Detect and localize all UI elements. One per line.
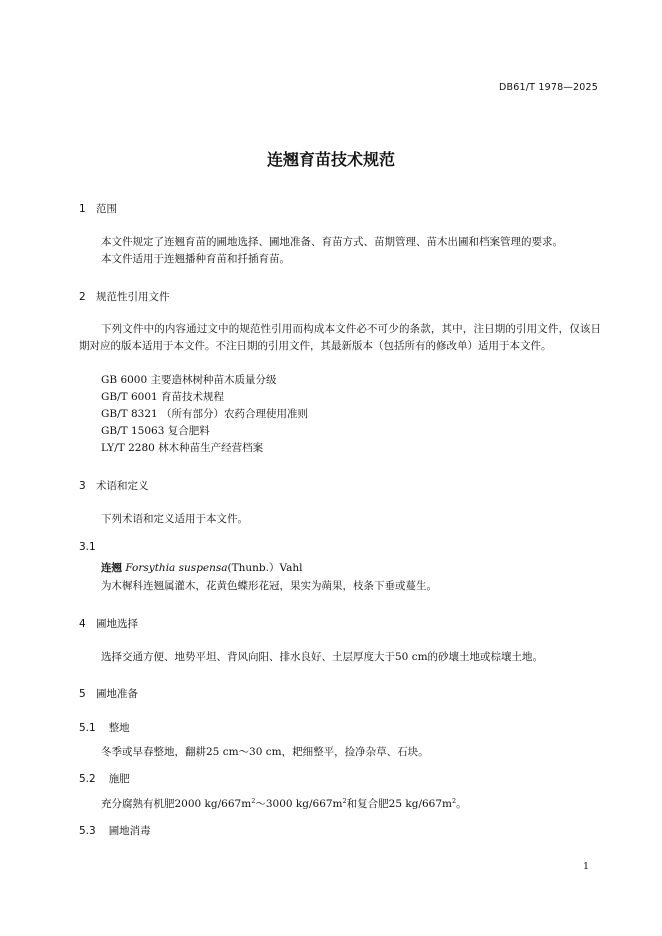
subsection-title: 圃地消毒 xyxy=(108,825,151,837)
subsection-5-2-paragraph xyxy=(101,796,467,813)
term-name: 连翘 xyxy=(101,562,122,574)
section-4-heading xyxy=(79,616,138,631)
term-entry xyxy=(101,560,303,577)
fertilizer-text-part: 充分腐熟有机肥2000 kg/667m xyxy=(101,798,252,810)
section-1-heading xyxy=(79,201,117,216)
section-2-heading xyxy=(79,289,170,304)
section-number: 3 xyxy=(79,480,86,492)
superscript: 2 xyxy=(451,797,457,805)
fertilizer-text-part: 。 xyxy=(456,798,467,810)
section-title: 圃地准备 xyxy=(96,688,138,700)
fertilizer-text-part: ～3000 kg/667m xyxy=(255,798,343,810)
section-3-paragraph-1: 下列术语和定义适用于本文件。 xyxy=(101,513,248,525)
section-title: 圃地选择 xyxy=(96,618,138,630)
section-3-heading xyxy=(79,478,149,493)
document-title: 连翘育苗技术规范 xyxy=(266,150,395,169)
reference-item: GB 6000 主要造林树种苗木质量分级 xyxy=(101,374,277,386)
subsection-5-2-heading xyxy=(79,771,130,786)
subsection-number: 5.3 xyxy=(79,825,96,837)
subsection-5-1-paragraph: 冬季或早春整地，翻耕25 cm～30 cm，耙细整平，捡净杂草、石块。 xyxy=(101,746,429,758)
section-title: 规范性引用文件 xyxy=(96,291,170,303)
section-5-heading xyxy=(79,686,138,701)
subsection-5-1-heading xyxy=(79,720,130,735)
term-3-1-number: 3.1 xyxy=(79,541,96,553)
subsection-number: 5.1 xyxy=(79,722,96,734)
section-title: 术语和定义 xyxy=(96,480,149,492)
reference-item: GB/T 8321 （所有部分）农药合理使用准则 xyxy=(101,408,309,420)
reference-item: GB/T 6001 育苗技术规程 xyxy=(101,391,225,403)
standard-code: DB61/T 1978—2025 xyxy=(499,82,598,93)
section-1-paragraph-1: 本文件规定了连翘育苗的圃地选择、圃地准备、育苗方式、苗期管理、苗木出圃和档案管理的要求。 xyxy=(101,236,563,248)
superscript: 2 xyxy=(251,797,256,805)
page-number: 1 xyxy=(582,861,589,872)
section-number: 5 xyxy=(79,688,86,700)
section-1-paragraph-2: 本文件适用于连翘播种育苗和扦插育苗。 xyxy=(101,253,290,265)
section-title: 范围 xyxy=(96,203,117,215)
term-author: (Thunb.）Vahl xyxy=(227,562,303,574)
section-4-paragraph-1: 选择交通方便、地势平坦、背风向阳、排水良好、土层厚度大于50 cm的砂壤土地或棕壤土地。 xyxy=(101,651,544,663)
term-definition: 为木樨科连翘属灌木，花黄色蝶形花冠，果实为蒴果，枝条下垂或蔓生。 xyxy=(101,580,437,592)
fertilizer-text-part: 和复合肥25 kg/667m xyxy=(346,798,452,810)
section-number: 4 xyxy=(79,618,86,630)
superscript: 2 xyxy=(342,797,347,805)
subsection-title: 施肥 xyxy=(108,773,130,785)
reference-item: LY/T 2280 林木种苗生产经营档案 xyxy=(101,442,264,454)
subsection-number: 5.2 xyxy=(79,773,96,785)
subsection-5-3-heading xyxy=(79,823,151,838)
term-latin-name: Forsythia suspensa xyxy=(125,562,228,574)
section-number: 1 xyxy=(79,203,86,215)
reference-item: GB/T 15063 复合肥料 xyxy=(101,425,210,437)
subsection-title: 整地 xyxy=(108,722,130,734)
section-number: 2 xyxy=(79,291,86,303)
section-2-paragraph-1: 下列文件中的内容通过文中的规范性引用而构成本文件必不可少的条款，其中，注日期的引用文件，仅该日期对应的版本适用于本文件。不注日期的引用文件，其最新版本（包括所有的修改单）适用于本文件。 xyxy=(79,323,601,352)
